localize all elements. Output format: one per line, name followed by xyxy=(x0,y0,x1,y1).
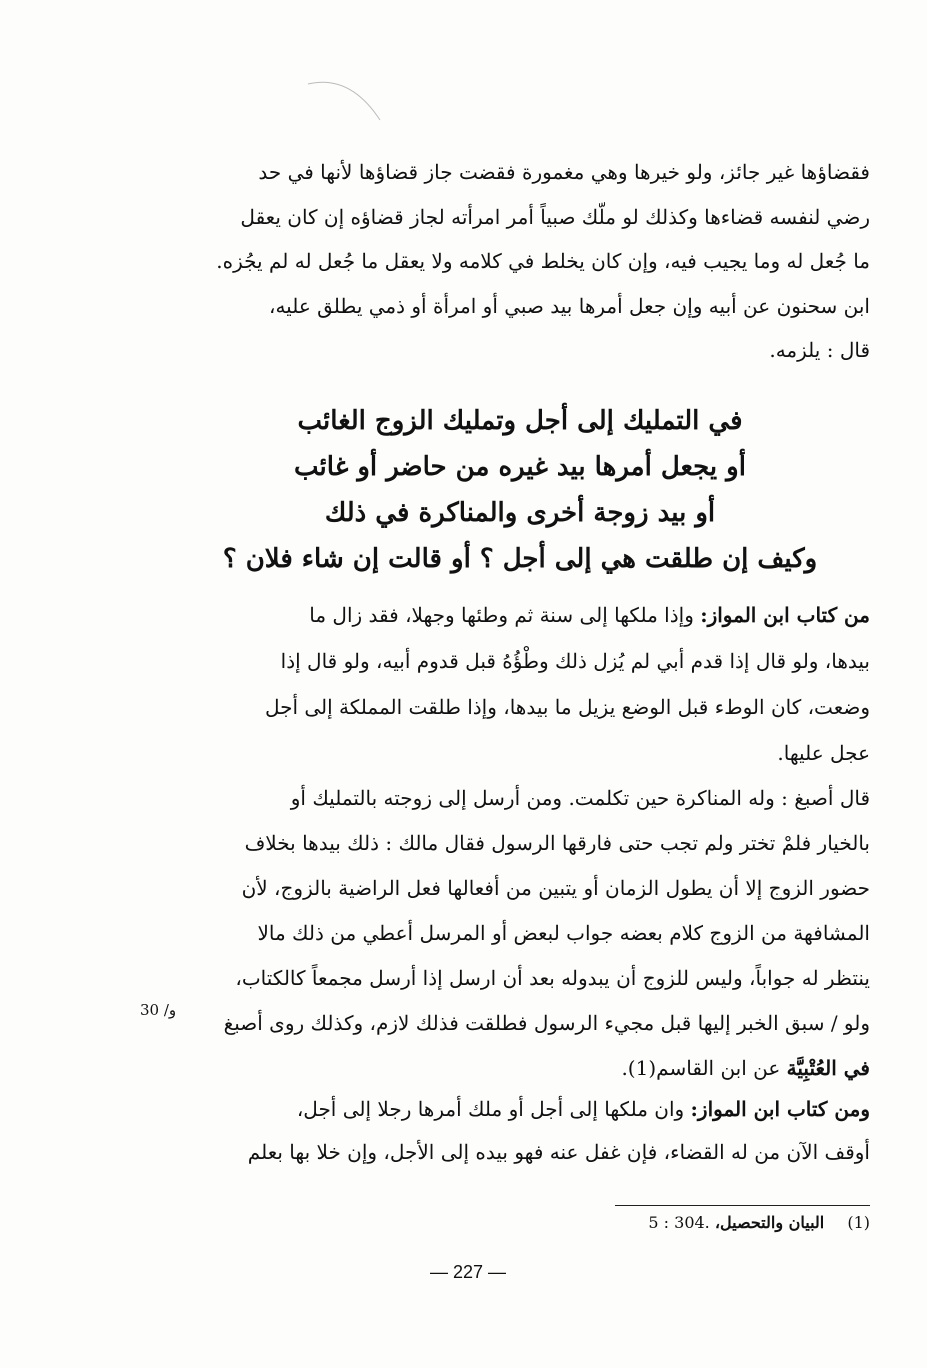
text-line xyxy=(160,1046,870,1091)
scan-artifact-curve xyxy=(300,72,390,132)
text-line xyxy=(160,592,870,638)
text-line: قال : يلزمه. xyxy=(769,338,870,362)
paragraph-4 xyxy=(160,1088,870,1174)
paragraph-1 xyxy=(160,150,870,373)
footnote-source: البيان والتحصيل، xyxy=(714,1213,825,1232)
text-line: بالخيار فلمْ تختر ولم تجب حتى فارقها الرسول فقال مالك : ذلك بيدها بخلاف xyxy=(244,831,870,855)
text-line: رضي لنفسه قضاءها وكذلك لو ملّك صبياً أمر امرأته لجاز قضاؤه إن كان يعقل xyxy=(240,204,870,229)
text-line: عجل عليها. xyxy=(777,741,870,765)
page-number: — 227 — xyxy=(429,1262,507,1282)
text-run: وإذا ملكها إلى سنة ثم وطئها وجهلا، فقد زال ما xyxy=(309,603,701,627)
text-line: وضعت، كان الوطء قبل الوضع يزيل ما بيدها، وإذا طلقت المملكة إلى أجل xyxy=(264,695,870,719)
text-run: عن ابن القاسم(1). xyxy=(621,1056,787,1080)
text-line: فقضاؤها غير جائز، ولو خيرها وهي مغمورة فقضت جاز قضاؤها لأنها في حد xyxy=(258,160,870,184)
text-line: ينتظر له جواباً، وليس للزوج أن يبدوله بعد أن ارسل إذا أرسل مجمعاً كالكتاب، xyxy=(235,966,870,990)
text-run: وان ملكها إلى أجل أو ملك أمرها رجلا إلى أجل، xyxy=(296,1097,691,1121)
text-line xyxy=(160,1088,870,1131)
footnote xyxy=(560,1213,870,1232)
text-line: حضور الزوج إلا أن يطول الزمان أو يتبين من أفعالها فعل الراضية بالزوج، لأن xyxy=(241,876,870,900)
paragraph-2 xyxy=(160,592,870,776)
book-title: في العُتْبِيَّة xyxy=(786,1056,870,1080)
footnote-number: (1) xyxy=(847,1213,870,1232)
text-line: قال أصبغ : وله المناكرة حين تكلمت. ومن أرسل إلى زوجته بالتمليك أو xyxy=(290,786,870,810)
text-line: أوقف الآن من له القضاء، فإن غفل عنه فهو بيده إلى الأجل، وإن خلا بها بعلم xyxy=(247,1140,870,1164)
heading-line: أو يجعل أمرها بيد غيره من حاضر أو غائب xyxy=(294,452,746,482)
text-line: المشافهة من الزوج كلام بعضه جواب لبعض أو المرسل أعطي من ذلك مالا xyxy=(257,921,870,945)
folio-margin-note: 30 /و xyxy=(140,1001,177,1019)
text-line: بيدها، ولو قال إذا قدم أبي لم يُزل ذلك وطْؤُهُ قبل قدوم أبيه، ولو قال إذا xyxy=(280,649,870,673)
text-line: ولو / سبق الخبر إليها قبل مجيء الرسول فطلقت فذلك لازم، وكذلك روى أصبغ xyxy=(223,1011,870,1035)
source-lead: ومن كتاب ابن المواز: xyxy=(690,1097,870,1121)
paragraph-3 xyxy=(160,776,870,1091)
heading-line: وكيف إن طلقت هي إلى أجل ؟ أو قالت إن شاء فلان ؟ xyxy=(222,544,818,574)
section-heading xyxy=(200,398,840,582)
heading-line: أو بيد زوجة أخرى والمناكرة في ذلك xyxy=(324,498,716,528)
text-line: ابن سحنون عن أبيه وإن جعل أمرها بيد صبي أو امرأة أو ذمي يطلق عليه، xyxy=(268,293,870,318)
text-line: ما جُعل له وما يجيب فيه، وإن كان يخلط في كلامه ولا يعقل ما جُعل له لم يجُزه. xyxy=(216,249,870,273)
source-lead: من كتاب ابن المواز: xyxy=(700,603,870,627)
footnote-divider xyxy=(615,1205,870,1206)
footnote-reference: 5 : 304. xyxy=(648,1213,710,1232)
heading-line: في التمليك إلى أجل وتمليك الزوج الغائب xyxy=(297,406,743,436)
